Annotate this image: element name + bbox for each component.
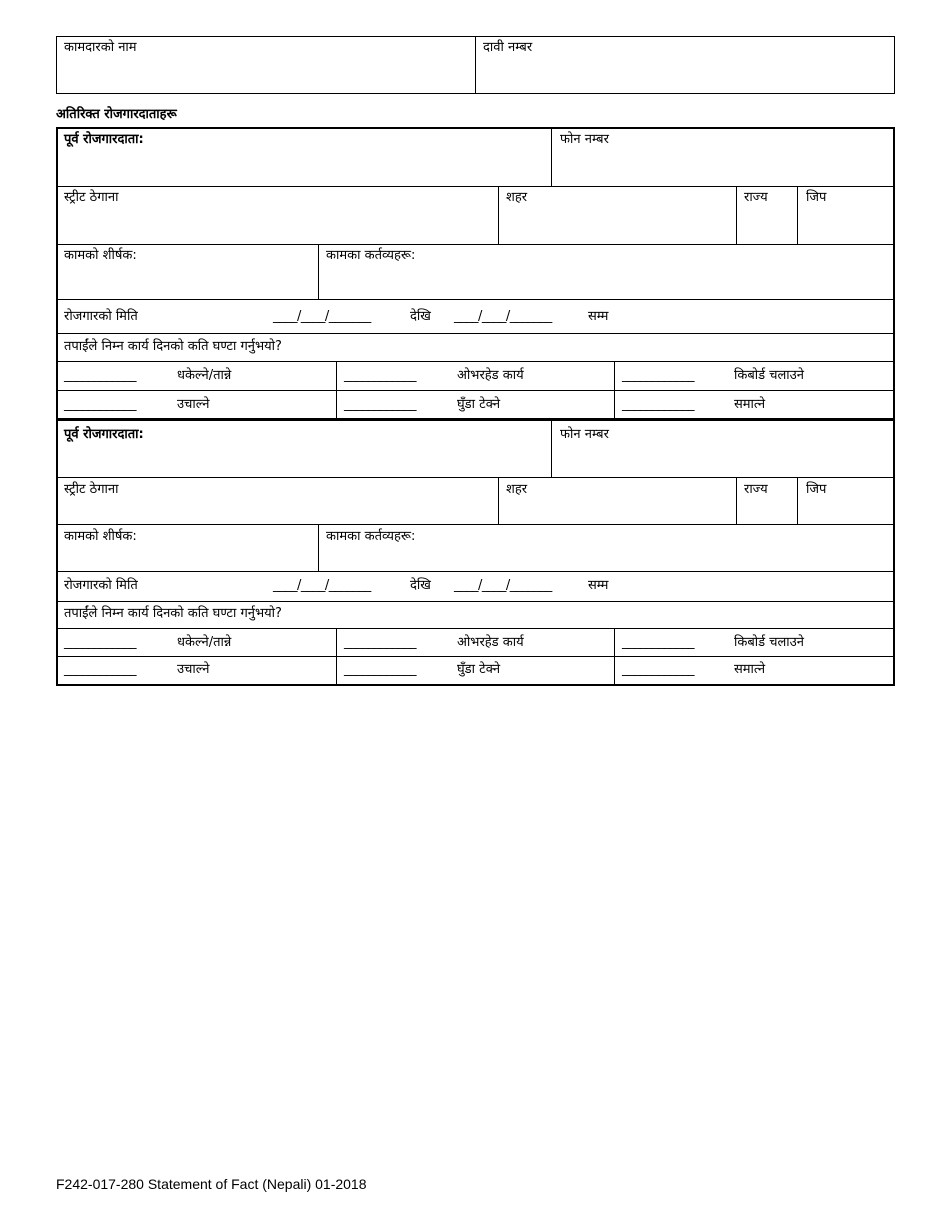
street-address-field[interactable]: स्ट्रीट ठेगाना: [64, 190, 119, 205]
activity-label: किबोर्ड चलाउने: [734, 368, 805, 383]
hours-input[interactable]: ____________: [344, 635, 416, 650]
date-to-field[interactable]: ____/____/_______: [454, 309, 552, 324]
activity-label: घुँडा टेक्ने: [457, 397, 501, 412]
hours-question: तपाईंले निम्न कार्य दिनको कति घण्टा गर्नुभयो?: [64, 606, 282, 621]
city-field[interactable]: शहर: [506, 482, 528, 497]
hours-input[interactable]: ____________: [622, 397, 694, 412]
city-field[interactable]: शहर: [506, 190, 528, 205]
activity-label: धकेल्ने/तान्ने: [177, 368, 232, 383]
street-address-field[interactable]: स्ट्रीट ठेगाना: [64, 482, 119, 497]
state-field[interactable]: राज्य: [744, 482, 768, 497]
job-title-field[interactable]: कामको शीर्षक:: [64, 248, 137, 263]
claim-number-field[interactable]: दावी नम्बर: [483, 40, 533, 55]
hours-input[interactable]: ____________: [64, 635, 136, 650]
hours-input[interactable]: ____________: [622, 635, 694, 650]
date-from-field[interactable]: ____/____/_______: [273, 578, 371, 593]
activity-label: ओभरहेड कार्य: [457, 635, 524, 650]
hours-input[interactable]: ____________: [64, 368, 136, 383]
hours-input[interactable]: ____________: [344, 662, 416, 677]
hours-input[interactable]: ____________: [344, 368, 416, 383]
activity-label: उचाल्ने: [177, 662, 210, 677]
job-duties-field[interactable]: कामका कर्तव्यहरू:: [326, 248, 416, 263]
worker-name-field[interactable]: कामदारको नाम: [64, 40, 137, 55]
phone-number-field[interactable]: फोन नम्बर: [560, 427, 609, 442]
hours-input[interactable]: ____________: [64, 662, 136, 677]
previous-employer-field[interactable]: पूर्व रोजगारदाता:: [64, 132, 144, 147]
phone-number-field[interactable]: फोन नम्बर: [560, 132, 609, 147]
zip-field[interactable]: जिप: [806, 190, 827, 205]
date-to-field[interactable]: ____/____/_______: [454, 578, 552, 593]
employment-date-label: रोजगारको मिति: [64, 578, 138, 593]
form-footer: F242-017-280 Statement of Fact (Nepali) 01-2018: [56, 1176, 367, 1192]
activity-label: समात्ने: [734, 397, 766, 412]
hours-input[interactable]: ____________: [622, 662, 694, 677]
state-field[interactable]: राज्य: [744, 190, 768, 205]
activity-label: समात्ने: [734, 662, 766, 677]
employer-separator: [56, 418, 895, 421]
zip-field[interactable]: जिप: [806, 482, 827, 497]
from-label: देखि: [410, 578, 431, 593]
activity-label: धकेल्ने/तान्ने: [177, 635, 232, 650]
hours-question: तपाईंले निम्न कार्य दिनको कति घण्टा गर्नुभयो?: [64, 339, 282, 354]
date-from-field[interactable]: ____/____/_______: [273, 309, 371, 324]
previous-employer-field[interactable]: पूर्व रोजगारदाता:: [64, 427, 144, 442]
activity-label: उचाल्ने: [177, 397, 210, 412]
activity-label: घुँडा टेक्ने: [457, 662, 501, 677]
header-divider: [475, 36, 476, 94]
employment-date-label: रोजगारको मिति: [64, 309, 138, 324]
to-label: सम्म: [588, 309, 609, 324]
hours-input[interactable]: ____________: [622, 368, 694, 383]
activity-label: किबोर्ड चलाउने: [734, 635, 805, 650]
hours-input[interactable]: ____________: [64, 397, 136, 412]
hours-input[interactable]: ____________: [344, 397, 416, 412]
to-label: सम्म: [588, 578, 609, 593]
job-title-field[interactable]: कामको शीर्षक:: [64, 529, 137, 544]
job-duties-field[interactable]: कामका कर्तव्यहरू:: [326, 529, 416, 544]
from-label: देखि: [410, 309, 431, 324]
activity-label: ओभरहेड कार्य: [457, 368, 524, 383]
section-title: अतिरिक्त रोजगारदाताहरू: [56, 107, 177, 122]
